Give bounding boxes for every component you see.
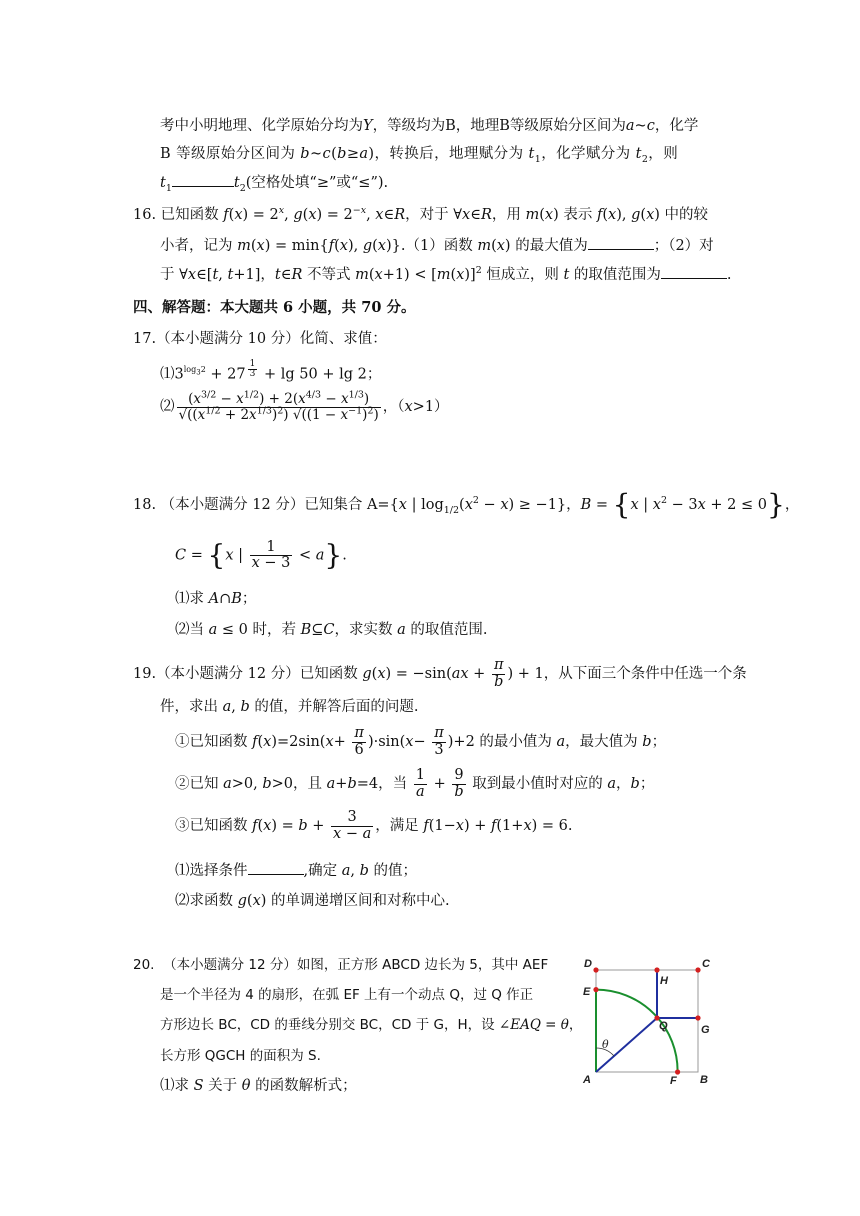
q17-part2: ⑵ $\frac{(x^{3/2} - x^{1/2}) + 2(x^{4/3} - x^{1/3})}{√((x^{1/2} + 2x^{1/3})^2) √((1 - x^{-1})^2)}$ ，（x>1） [160, 389, 449, 423]
point-h [654, 967, 659, 972]
point-f [675, 1069, 680, 1074]
label-b: B [700, 1074, 708, 1086]
label-h: H [660, 975, 668, 987]
q20-line3: 方形边长 BC，CD 的垂线分别交 BC，CD 于 G，H，设 ∠EAQ = θ， [160, 1017, 583, 1033]
q20-line2: 是一个半径为 4 的扇形，在弧 EF 上有一个动点 Q，过 Q 作正 [160, 987, 534, 1003]
label-g: G [701, 1024, 710, 1036]
q18-setC: C = {x | $\frac{1}{x - 3}$ < a}. [175, 538, 347, 572]
q19-line1: 19.（本小题满分 12 分）已知函数 g(x) = −sin(ax + $\frac{\pi}{b}$ ) + 1，从下面三个条件中任选一个条 [133, 657, 747, 690]
label-q: Q [659, 1020, 668, 1032]
label-d: D [584, 958, 592, 970]
point-e [593, 987, 598, 992]
q16-number: 16. [133, 207, 157, 223]
point-d [593, 967, 598, 972]
q19-part1: ⑴选择条件 ,确定 a, b 的值； [175, 860, 417, 882]
q16-line2: 小者，记为 m(x) = min{f(x), g(x)}.（1）函数 m(x) 的最大值为 ；（2）对 [160, 235, 714, 257]
q17-number: 17. [133, 331, 157, 347]
point-g [695, 1015, 700, 1020]
label-c: C [702, 958, 710, 970]
square-abcd [596, 970, 698, 1072]
q18-number: 18. [133, 497, 157, 513]
q19-cond3: ③已知函数 f(x) = b + $\frac{3}{x - a}$ ，满足 f(1−x) + f(1+x) = 6. [175, 809, 573, 842]
q19-cond2: ②已知 a>0, b>0，且 a+b=4，当 $\frac{1}{a}$ + $\frac{9}{b}$ 取到最小值时对应的 a，b； [175, 767, 655, 800]
label-theta: θ [602, 1038, 609, 1051]
square-sector-figure [576, 953, 716, 1093]
q19-number: 19. [133, 666, 157, 682]
q16-line1: 16. 已知函数 $f(x) = 2^x$, $g(x) = 2^{-x}$, x∈R，对于 ∀x∈R，用 m(x) 表示 f(x), g(x) 中的较 [133, 205, 709, 223]
q18-line1: 18. （本小题满分 12 分）已知集合 A={x | $\log_{1/2}(x^2 - x) \ge -1$}，B = {x | $x^2 - 3x + 2 \le 0$}， [133, 488, 800, 521]
q17-part1: $⑴3^{log_32} + 27$ $^{\frac{1}{3}}$ + lg 50 + lg 2； [160, 359, 382, 383]
label-f: F [670, 1075, 677, 1087]
q20-line1-text: （本小题满分 12 分）如图，正方形 ABCD 边长为 5，其中 AEF [163, 957, 549, 973]
q16-line3: 于 ∀x∈[t, t+1]，t∈R 不等式 $m(x+1) < [m(x)]^2$ 恒成立，则 t 的取值范围为 . [160, 265, 732, 283]
q18-part1: ⑴求 A∩B； [175, 591, 257, 607]
label-e: E [583, 986, 591, 998]
q19-cond1: ①已知函数 f(x)=2sin(x+ $\frac{\pi}{6}$ )·sin(x− $\frac{\pi}{3}$ )+2 的最小值为 a，最大值为 b； [175, 725, 667, 758]
q20-line1 [133, 954, 548, 976]
q18-part2: ⑵当 a ≤ 0 时，若 B⊆C，求实数 a 的取值范围. [175, 622, 488, 638]
q19-part2: ⑵求函数 g(x) 的单调递增区间和对称中心. [175, 893, 450, 909]
q19-line2: 件，求出 a, b 的值，并解答后面的问题. [160, 699, 419, 715]
q15-line2: B 等级原始分区间为 b~c(b≥a)，转换后，地理赋分为 $t_1$，化学赋分为 $t_2$，则 [160, 146, 679, 165]
q17-header [133, 328, 387, 350]
q20-line4: 长方形 QGCH 的面积为 S. [160, 1048, 321, 1064]
q20-number: 20. [133, 957, 155, 973]
section-heading: 四、解答题：本大题共 6 小题，共 70 分。 [133, 299, 416, 316]
point-c [695, 967, 700, 972]
q15-line3: $t_1$ $t_2$(空格处填“≥”或“≤”). [160, 172, 388, 194]
q17-header-text: （本小题满分 10 分）化简、求值： [156, 331, 387, 347]
label-a: A [583, 1074, 591, 1086]
q20-part1: ⑴求 S 关于 θ 的函数解析式； [160, 1078, 357, 1094]
q15-line1: 考中小明地理、化学原始分均为Y，等级均为B，地理B等级原始分区间为a~c，化学 [160, 118, 699, 134]
